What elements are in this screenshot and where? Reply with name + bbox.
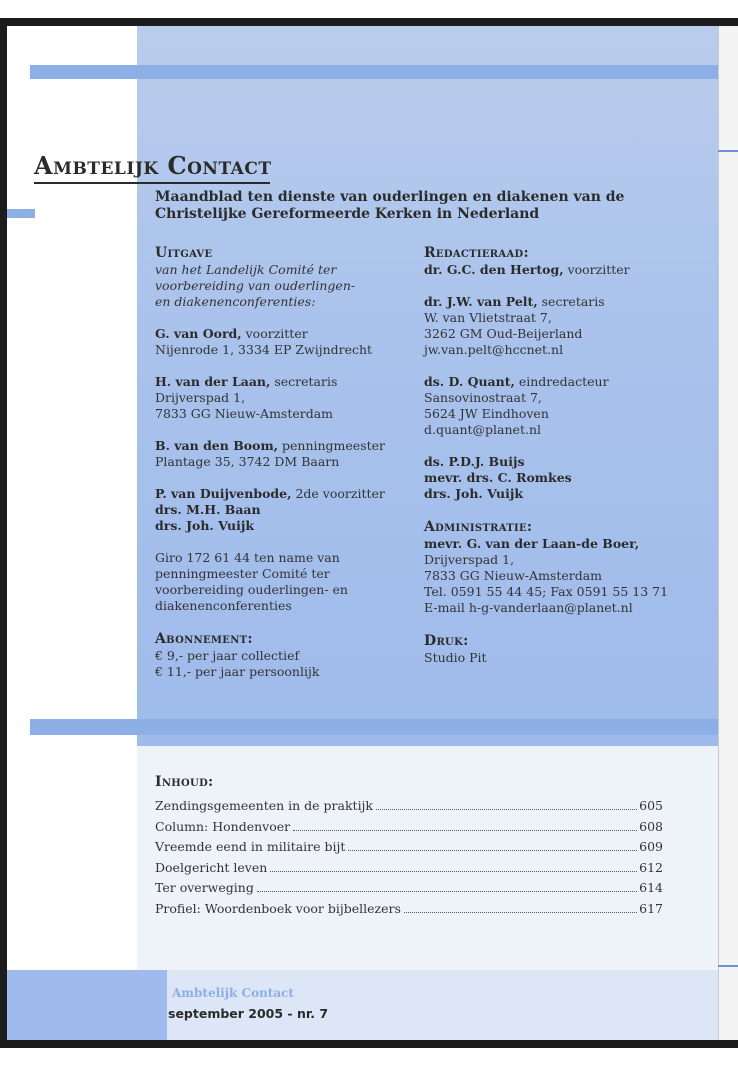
- toc-entry-title: Doelgericht leven: [155, 859, 268, 875]
- giro-line: Giro 172 61 44 ten name van: [155, 550, 340, 565]
- masthead-title: Ambtelijk Contact: [34, 151, 272, 180]
- editor-role: voorzitter: [563, 262, 630, 277]
- member-role: 2de voorzitter: [291, 486, 385, 501]
- editor-address: 3262 GM Oud-Beijerland: [424, 326, 583, 341]
- abonnement-line: € 9,- per jaar collectief: [155, 648, 300, 663]
- contents-heading: Inhoud:: [155, 774, 214, 790]
- abonnement-block: [155, 630, 410, 680]
- toc-entry-page: 609: [639, 839, 663, 854]
- toc-entry-page: 608: [639, 818, 663, 834]
- druk-heading: Druk:: [424, 633, 469, 649]
- druk-block: [424, 632, 718, 666]
- toc-entry-page: 617: [639, 900, 663, 916]
- editor-email: d.quant@planet.nl: [424, 422, 541, 437]
- druk-text: Studio Pit: [424, 650, 487, 665]
- toc-dot-leader: [404, 912, 637, 913]
- masthead-underline: [34, 182, 270, 184]
- footer-title: Ambtelijk Contact: [172, 986, 294, 1000]
- scan-frame-left: [0, 18, 7, 1048]
- toc-dot-leader: [257, 891, 637, 892]
- uitgave-block: [155, 244, 410, 310]
- abonnement-line: € 11,- per jaar persoonlijk: [155, 664, 320, 679]
- member-name: H. van der Laan,: [155, 374, 271, 389]
- toc-entry-title: Vreemde eend in militaire bijt: [155, 839, 346, 854]
- editor-role: secretaris: [537, 294, 605, 309]
- left-blue-tick: [7, 209, 35, 218]
- member-name: P. van Duijvenbode,: [155, 486, 292, 501]
- editor-email: jw.van.pelt@hccnet.nl: [424, 342, 564, 357]
- editor-block: [424, 374, 718, 438]
- footer-blue-block: [7, 970, 167, 1040]
- abonnement-heading: Abonnement:: [155, 631, 253, 647]
- member-role: penningmeester: [278, 438, 386, 453]
- giro-line: voorbereiding ouderlingen- en: [155, 582, 348, 597]
- uitgave-line: voorbereiding van ouderlingen-: [155, 278, 356, 293]
- member-block: [155, 326, 410, 358]
- scan-frame-bottom: [0, 1040, 738, 1048]
- masthead-subtitle: [155, 189, 675, 223]
- toc-entry[interactable]: [155, 858, 663, 879]
- member-block: [155, 438, 410, 470]
- redactie-heading: Redactieraad:: [424, 245, 529, 261]
- toc-entry-title: Column: Hondenvoer: [155, 818, 291, 834]
- editor-address: 5624 JW Eindhoven: [424, 406, 549, 421]
- right-tick-top: [718, 150, 738, 152]
- top-blue-bar: [30, 65, 718, 79]
- uitgave-line: en diakenenconferenties:: [155, 294, 316, 309]
- member-name: drs. Joh. Vuijk: [155, 518, 255, 533]
- colophon-right-column: [424, 244, 718, 682]
- scan-frame-top: [0, 18, 738, 26]
- giro-line: penningmeester Comité ter: [155, 566, 330, 581]
- member-name: G. van Oord,: [155, 326, 242, 341]
- admin-email: E-mail h-g-vanderlaan@planet.nl: [424, 600, 633, 615]
- admin-address: Drijverspad 1,: [424, 552, 515, 567]
- member-address: 7833 GG Nieuw-Amsterdam: [155, 406, 334, 421]
- footer-issue: september 2005 - nr. 7: [168, 1006, 329, 1021]
- member-name: B. van den Boom,: [155, 438, 279, 453]
- editor-name: ds. D. Quant,: [424, 374, 515, 389]
- member-block: [155, 374, 410, 422]
- editor-name: dr. J.W. van Pelt,: [424, 294, 538, 309]
- toc-entry[interactable]: [155, 899, 663, 920]
- toc-entry-page: 614: [639, 880, 663, 895]
- toc-entry-title: Zendingsgemeenten in de praktijk: [155, 798, 374, 813]
- editor-name: drs. Joh. Vuijk: [424, 486, 524, 501]
- member-block: [155, 486, 410, 534]
- toc-entry[interactable]: [155, 817, 663, 838]
- member-address: Nijenrode 1, 3334 EP Zwijndrecht: [155, 342, 373, 357]
- middle-blue-bar: [30, 719, 718, 735]
- editor-address: Sansovinostraat 7,: [424, 390, 542, 405]
- toc-entry[interactable]: [155, 837, 663, 858]
- toc-entry-page: 612: [639, 859, 663, 875]
- toc-dot-leader: [270, 871, 637, 872]
- editor-address: W. van Vlietstraat 7,: [424, 310, 552, 325]
- toc-entry[interactable]: [155, 878, 663, 899]
- subtitle-line: Maandblad ten dienste van ouderlingen en diakenen van de: [155, 189, 625, 205]
- right-tick-bottom: [718, 965, 738, 967]
- giro-block: [155, 550, 410, 614]
- redactie-block: [424, 244, 718, 278]
- subtitle-line: Christelijke Gereformeerde Kerken in Nederland: [155, 206, 540, 222]
- member-address: Drijverspad 1,: [155, 390, 246, 405]
- toc-entry-page: 605: [639, 798, 663, 813]
- colophon-left-column: [155, 244, 410, 696]
- toc-entry[interactable]: [155, 796, 663, 817]
- member-name: drs. M.H. Baan: [155, 502, 261, 517]
- admin-phone: Tel. 0591 55 44 45; Fax 0591 55 13 71: [424, 584, 669, 599]
- toc-entry-title: Ter overweging: [155, 880, 254, 895]
- administratie-heading: Administratie:: [424, 519, 533, 535]
- toc-dot-leader: [348, 850, 637, 851]
- uitgave-heading: Uitgave: [155, 245, 213, 261]
- page-right-edge: [718, 26, 738, 1040]
- table-of-contents: [155, 774, 663, 919]
- toc-entry-title: Profiel: Woordenboek voor bijbellezers: [155, 900, 401, 916]
- member-role: secretaris: [270, 374, 338, 389]
- member-role: voorzitter: [241, 326, 308, 341]
- admin-address: 7833 GG Nieuw-Amsterdam: [424, 568, 603, 583]
- admin-name: mevr. G. van der Laan-de Boer,: [424, 536, 640, 551]
- toc-dot-leader: [376, 809, 637, 810]
- toc-dot-leader: [293, 830, 637, 831]
- editor-name: dr. G.C. den Hertog,: [424, 262, 564, 277]
- editor-role: eindredacteur: [514, 374, 609, 389]
- editor-block: [424, 294, 718, 358]
- uitgave-line: van het Landelijk Comité ter: [155, 262, 337, 277]
- editor-name: mevr. drs. C. Romkes: [424, 470, 572, 485]
- editor-block: [424, 454, 718, 502]
- member-address: Plantage 35, 3742 DM Baarn: [155, 454, 340, 469]
- giro-line: diakenenconferenties: [155, 598, 292, 613]
- editor-name: ds. P.D.J. Buijs: [424, 454, 525, 469]
- administratie-block: [424, 518, 718, 616]
